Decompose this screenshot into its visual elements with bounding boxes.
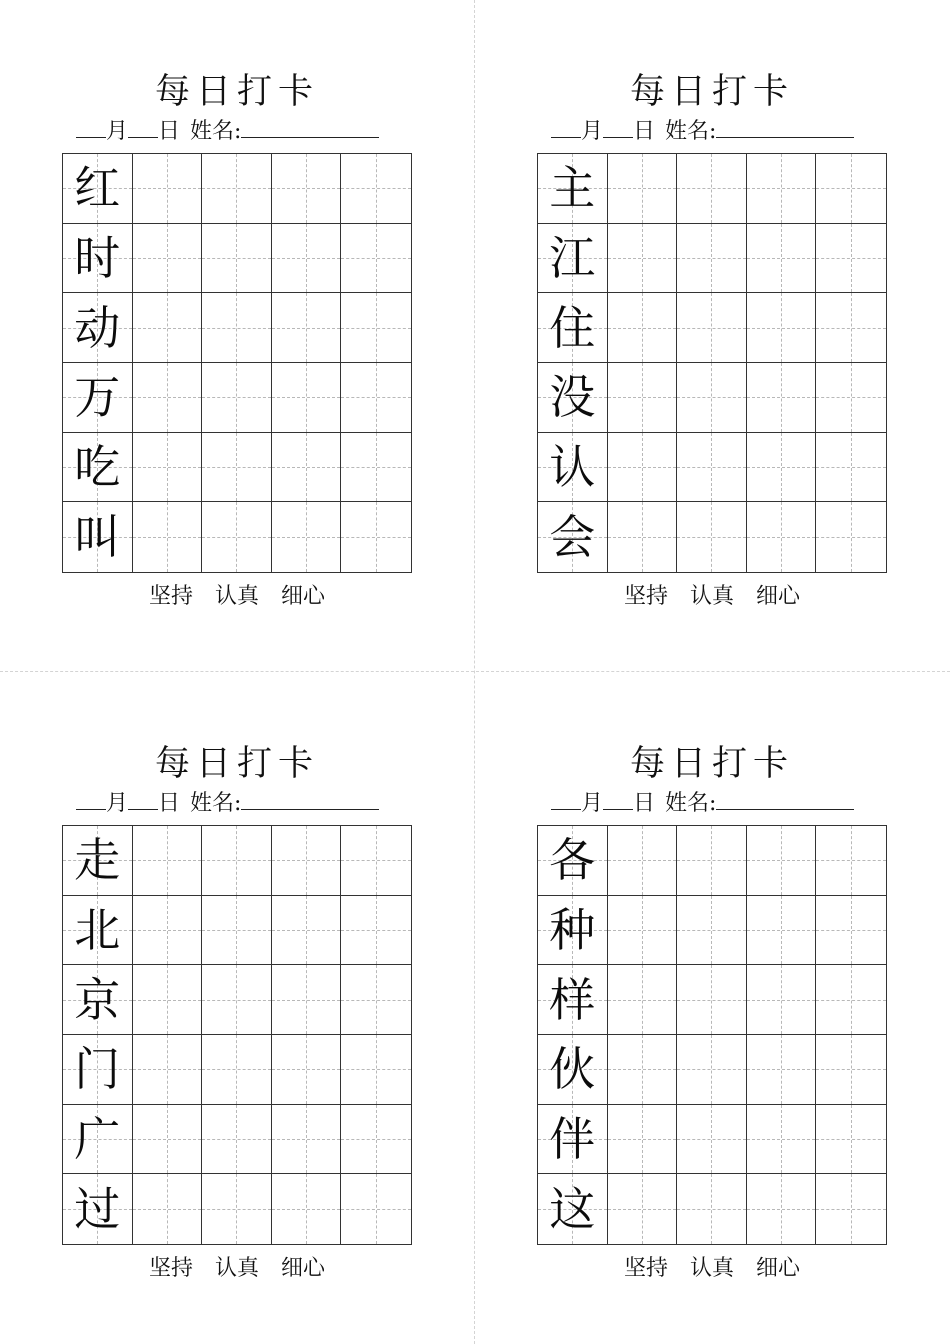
practice-cell[interactable] <box>341 293 411 363</box>
practice-cell[interactable] <box>272 502 342 572</box>
practice-cell[interactable] <box>747 826 817 896</box>
writing-grid <box>62 825 412 1245</box>
practice-cell[interactable] <box>608 433 678 503</box>
practice-cell[interactable] <box>202 1174 272 1244</box>
practice-cell[interactable] <box>608 224 678 294</box>
example-character: 伙 <box>549 1042 596 1097</box>
practice-cell[interactable] <box>816 502 886 572</box>
practice-cell[interactable] <box>816 224 886 294</box>
practice-cell[interactable] <box>816 293 886 363</box>
practice-cell[interactable] <box>677 433 747 503</box>
example-cell <box>63 224 133 294</box>
example-character: 认 <box>549 439 596 494</box>
checkin-card-bottom-right <box>537 672 887 1281</box>
motto-persist: 坚持 <box>148 1256 193 1281</box>
motto-careful: 认真 <box>689 1256 734 1281</box>
example-cell <box>538 826 608 896</box>
practice-cell[interactable] <box>747 363 817 433</box>
practice-cell[interactable] <box>608 363 678 433</box>
practice-cell[interactable] <box>816 363 886 433</box>
practice-cell[interactable] <box>677 363 747 433</box>
example-cell <box>538 896 608 966</box>
example-character: 过 <box>74 1182 121 1237</box>
example-character: 主 <box>549 161 596 216</box>
practice-cell[interactable] <box>133 1105 203 1175</box>
practice-cell[interactable] <box>202 896 272 966</box>
practice-cell[interactable] <box>341 896 411 966</box>
card-title: 每日打卡 <box>154 72 319 112</box>
practice-cell[interactable] <box>341 154 411 224</box>
practice-cell[interactable] <box>608 502 678 572</box>
practice-cell[interactable] <box>272 154 342 224</box>
example-character: 走 <box>74 833 121 888</box>
example-cell <box>63 154 133 224</box>
practice-cell[interactable] <box>747 154 817 224</box>
card-title: 每日打卡 <box>154 744 319 784</box>
example-cell <box>538 293 608 363</box>
card-title: 每日打卡 <box>629 744 794 784</box>
practice-cell[interactable] <box>608 154 678 224</box>
practice-cell[interactable] <box>608 896 678 966</box>
practice-cell[interactable] <box>677 502 747 572</box>
example-character: 各 <box>549 833 596 888</box>
practice-cell[interactable] <box>133 896 203 966</box>
practice-cell[interactable] <box>677 965 747 1035</box>
example-character: 住 <box>549 300 596 355</box>
practice-cell[interactable] <box>202 224 272 294</box>
example-character: 吃 <box>74 439 121 494</box>
example-character: 会 <box>549 510 596 565</box>
month-blank[interactable] <box>76 115 106 138</box>
practice-cell[interactable] <box>272 965 342 1035</box>
example-cell <box>63 1174 133 1244</box>
motto-line <box>537 582 887 612</box>
practice-cell[interactable] <box>341 1035 411 1105</box>
month-label: 月 <box>581 119 604 144</box>
example-cell <box>63 1035 133 1105</box>
example-character: 时 <box>74 230 121 285</box>
practice-cell[interactable] <box>341 502 411 572</box>
checkin-card-top-right <box>537 0 887 609</box>
name-label: 姓名: <box>190 791 242 816</box>
practice-cell[interactable] <box>202 1105 272 1175</box>
day-blank[interactable] <box>128 115 158 138</box>
practice-cell[interactable] <box>816 965 886 1035</box>
motto-careful: 认真 <box>214 1256 259 1281</box>
practice-cell[interactable] <box>747 433 817 503</box>
name-blank[interactable] <box>241 787 379 810</box>
practice-cell[interactable] <box>608 1105 678 1175</box>
example-character: 红 <box>74 161 121 216</box>
practice-cell[interactable] <box>677 293 747 363</box>
practice-cell[interactable] <box>133 224 203 294</box>
day-label: 日 <box>158 791 181 816</box>
day-label: 日 <box>633 119 656 144</box>
example-character: 动 <box>74 300 121 355</box>
day-blank[interactable] <box>128 787 158 810</box>
name-label: 姓名: <box>190 119 242 144</box>
name-blank[interactable] <box>716 115 854 138</box>
example-cell <box>538 502 608 572</box>
practice-cell[interactable] <box>272 1174 342 1244</box>
checkin-card-top-left <box>62 0 412 609</box>
example-cell <box>63 1105 133 1175</box>
writing-grid <box>537 825 887 1245</box>
practice-cell[interactable] <box>272 896 342 966</box>
example-cell <box>538 363 608 433</box>
motto-attentive: 细心 <box>281 584 326 609</box>
example-cell <box>63 502 133 572</box>
practice-cell[interactable] <box>133 154 203 224</box>
day-label: 日 <box>633 791 656 816</box>
example-cell <box>538 154 608 224</box>
practice-cell[interactable] <box>747 224 817 294</box>
practice-cell[interactable] <box>133 826 203 896</box>
practice-cell[interactable] <box>341 1105 411 1175</box>
practice-cell[interactable] <box>747 1174 817 1244</box>
practice-cell[interactable] <box>133 502 203 572</box>
day-blank[interactable] <box>603 115 633 138</box>
motto-attentive: 细心 <box>281 1256 326 1281</box>
name-blank[interactable] <box>241 115 379 138</box>
practice-cell[interactable] <box>677 1174 747 1244</box>
example-character: 叫 <box>74 510 121 565</box>
example-character: 江 <box>549 230 596 285</box>
date-name-line <box>551 115 891 145</box>
example-cell <box>63 826 133 896</box>
practice-cell[interactable] <box>608 965 678 1035</box>
example-character: 门 <box>74 1042 121 1097</box>
example-cell <box>538 224 608 294</box>
writing-grid <box>62 153 412 573</box>
example-cell <box>538 1105 608 1175</box>
example-character: 种 <box>549 902 596 957</box>
example-character: 没 <box>549 370 596 425</box>
motto-line <box>62 582 412 612</box>
practice-cell[interactable] <box>608 293 678 363</box>
practice-cell[interactable] <box>816 154 886 224</box>
practice-cell[interactable] <box>272 224 342 294</box>
card-title: 每日打卡 <box>629 72 794 112</box>
month-label: 月 <box>106 791 129 816</box>
motto-attentive: 细心 <box>756 1256 801 1281</box>
example-cell <box>538 433 608 503</box>
practice-cell[interactable] <box>133 363 203 433</box>
practice-cell[interactable] <box>272 433 342 503</box>
example-character: 样 <box>549 972 596 1027</box>
practice-cell[interactable] <box>272 293 342 363</box>
motto-line <box>62 1254 412 1284</box>
practice-cell[interactable] <box>677 896 747 966</box>
month-blank[interactable] <box>76 787 106 810</box>
example-character: 北 <box>74 902 121 957</box>
practice-cell[interactable] <box>202 965 272 1035</box>
example-cell <box>63 896 133 966</box>
name-blank[interactable] <box>716 787 854 810</box>
example-character: 这 <box>549 1182 596 1237</box>
example-cell <box>63 965 133 1035</box>
practice-cell[interactable] <box>202 154 272 224</box>
practice-cell[interactable] <box>133 293 203 363</box>
practice-cell[interactable] <box>747 896 817 966</box>
month-blank[interactable] <box>551 787 581 810</box>
date-name-line <box>76 787 416 817</box>
practice-cell[interactable] <box>341 433 411 503</box>
practice-cell[interactable] <box>816 826 886 896</box>
example-cell <box>538 1174 608 1244</box>
practice-cell[interactable] <box>272 1035 342 1105</box>
practice-cell[interactable] <box>133 1174 203 1244</box>
name-label: 姓名: <box>665 119 717 144</box>
vertical-cut-line <box>474 0 475 1344</box>
example-character: 伴 <box>549 1111 596 1166</box>
example-cell <box>63 363 133 433</box>
practice-cell[interactable] <box>816 1174 886 1244</box>
practice-cell[interactable] <box>608 826 678 896</box>
date-name-line <box>551 787 891 817</box>
practice-cell[interactable] <box>677 154 747 224</box>
practice-cell[interactable] <box>202 502 272 572</box>
practice-cell[interactable] <box>816 433 886 503</box>
motto-careful: 认真 <box>689 584 734 609</box>
practice-cell[interactable] <box>202 1035 272 1105</box>
practice-cell[interactable] <box>133 433 203 503</box>
checkin-card-bottom-left <box>62 672 412 1281</box>
practice-cell[interactable] <box>677 1035 747 1105</box>
example-character: 京 <box>74 972 121 1027</box>
practice-cell[interactable] <box>608 1035 678 1105</box>
practice-cell[interactable] <box>747 1035 817 1105</box>
practice-cell[interactable] <box>677 224 747 294</box>
day-label: 日 <box>158 119 181 144</box>
example-cell <box>538 965 608 1035</box>
practice-cell[interactable] <box>747 1105 817 1175</box>
writing-grid <box>537 153 887 573</box>
motto-persist: 坚持 <box>148 584 193 609</box>
practice-cell[interactable] <box>202 826 272 896</box>
practice-cell[interactable] <box>202 363 272 433</box>
practice-cell[interactable] <box>816 1035 886 1105</box>
practice-cell[interactable] <box>341 965 411 1035</box>
practice-cell[interactable] <box>608 1174 678 1244</box>
example-cell <box>538 1035 608 1105</box>
practice-cell[interactable] <box>341 1174 411 1244</box>
month-label: 月 <box>106 119 129 144</box>
example-cell <box>63 293 133 363</box>
practice-cell[interactable] <box>341 363 411 433</box>
practice-cell[interactable] <box>816 1105 886 1175</box>
practice-cell[interactable] <box>677 1105 747 1175</box>
motto-persist: 坚持 <box>623 1256 668 1281</box>
practice-cell[interactable] <box>202 293 272 363</box>
name-label: 姓名: <box>665 791 717 816</box>
practice-cell[interactable] <box>816 896 886 966</box>
practice-cell[interactable] <box>133 965 203 1035</box>
practice-cell[interactable] <box>341 826 411 896</box>
motto-attentive: 细心 <box>756 584 801 609</box>
practice-cell[interactable] <box>747 965 817 1035</box>
example-cell <box>63 433 133 503</box>
practice-cell[interactable] <box>747 502 817 572</box>
month-blank[interactable] <box>551 115 581 138</box>
motto-line <box>537 1254 887 1284</box>
practice-cell[interactable] <box>202 433 272 503</box>
practice-cell[interactable] <box>272 826 342 896</box>
practice-cell[interactable] <box>272 363 342 433</box>
practice-cell[interactable] <box>341 224 411 294</box>
practice-cell[interactable] <box>677 826 747 896</box>
practice-cell[interactable] <box>133 1035 203 1105</box>
example-character: 广 <box>74 1111 121 1166</box>
example-character: 万 <box>74 370 121 425</box>
day-blank[interactable] <box>603 787 633 810</box>
practice-cell[interactable] <box>747 293 817 363</box>
date-name-line <box>76 115 416 145</box>
month-label: 月 <box>581 791 604 816</box>
motto-careful: 认真 <box>214 584 259 609</box>
practice-cell[interactable] <box>272 1105 342 1175</box>
motto-persist: 坚持 <box>623 584 668 609</box>
